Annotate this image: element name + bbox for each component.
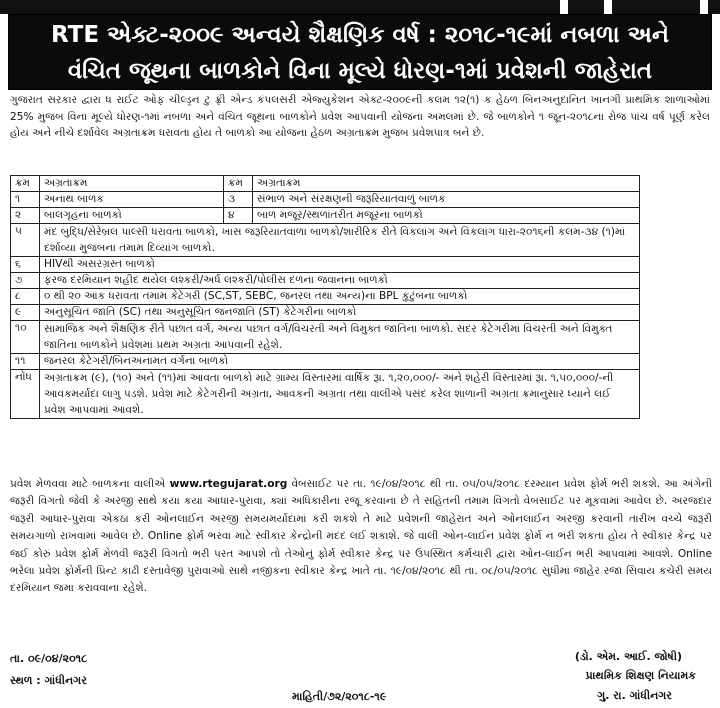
row-text: બાલગૃહના બાળકો bbox=[40, 208, 224, 224]
priority-table bbox=[10, 175, 640, 419]
row-text: અનુસૂચિત જાતિ (SC) તથા અનુસૂચિત જનજાતિ (ST) કેટેગરીના બાળકો bbox=[40, 305, 640, 321]
intro-paragraph: ગુજરાત સરકાર દ્વારા ધ રાઈટ ઓફ ચીલ્ડ્રન ટુ ફ્રી એન્ડ કંપલસરી એજ્યુકેશન એક્ટ-૨૦૦૯ની કલમ ૧૨(૧) ક હેઠળ બિનઅનુદાનિત ખાનગી પ્રાથમિક શાળાઓમાં 25% મુજબ વિના મૂલ્યે ધોરણ-૧માં નબળા અને વંચિત જૂથના બાળકોને પ્રવેશ આપવાની યોજના અમલમાં છે. જે બાળકોને ૧ જૂન-૨૦૧૮ના રોજ પાંચ વર્ષ પૂર્ણ કરેલ હોય અને નીચે દર્શાવેલ અગ્રતાક્રમ ધરાવતા હોય તે બાળકો આ યોજના હેઠળ અગ્રતાક્રમ મુજબ પ્રવેશપાત્ર બને છે. bbox=[10, 94, 710, 140]
header-label: અગ્રતાક્રમ bbox=[253, 176, 640, 192]
application-paragraph bbox=[10, 476, 712, 598]
headline-line-1: RTE એક્ટ-૨૦૦૯ અન્વયે શૈક્ષણિક વર્ષ : ૨૦૧૮-૧૯માં નબળા અને bbox=[50, 22, 670, 48]
website-link[interactable]: www.rtegujarat.org bbox=[169, 478, 288, 490]
headline-line-2: વંચિત જૂથના બાળકોને વિના મૂલ્યે ધોરણ-૧માં પ્રવેશની જાહેરાત bbox=[67, 58, 653, 84]
row-text: જનરલ કેટેગરી/બિનઅનામત વર્ગના બાળકો bbox=[40, 354, 640, 370]
row-num: ૯ bbox=[11, 305, 40, 321]
apply-text-rest: વેબસાઈટ પર તા. ૧૯/૦૪/૨૦૧૮ થી તા. ૦૫/૦૫/૨૦૧૮ દરમ્યાન પ્રવેશ ફોર્મ ભરી શકશે. આ અંગેની જરૂરી વિગતો જેવી કે અરજી સાથે કયા કયા આધાર-પુરાવા, ક્યાં અધિકારીના રજૂ કરવાના છે તે સહિતની તમામ વિગતો વેબસાઈટ પર મૂકવામાં આવેલ છે. અરજદાર જરૂરી આધાર-પુરાવા એકઠા કરી ઓનલાઈન અરજી સમયમર્યાદામાં કરી શકશે તે માટે પ્રવેશની જાહેરાત અને ઓનલાઈન અરજી કરવાની તારીખ વચ્ચે જરૂરી સમયગાળો રાખવામાં આવેલ છે. Online ફોર્મ ભરવા માટે સ્વીકાર કેન્દ્રોની મદદ લઈ શકાશે. જે વાલી ઓન-લાઈન પ્રવેશ ફોર્મ ન ભરી શકતા હોય તે સ્વીકાર કેન્દ્ર પર જઈ કોરું પ્રવેશ ફોર્મ મેળવી જરૂરી વિગતો ભરી પરત આપશે તો તેઓનું ફોર્મ સ્વીકાર કેન્દ્ર પર ઉપસ્થિત કર્મચારી દ્વારા ઓન-લાઈન ભરી આપવામાં આવશે. Online ભરેલા પ્રવેશ ફોર્મની પ્રિન્ટ કાઢી દસ્તાવેજી પુરાવાઓ સાથે નજીકના સ્વીકાર કેન્દ્ર ખાતે તા. ૧૯/૦૪/૨૦૧૮ થી તા. ૦૮/૦૫/૨૦૧૮ સુધીમાં જાહેર રજા સિવાય કચેરી સમય દરમિયાન જમા કરાવવાના રહેશે. bbox=[10, 478, 713, 595]
row-num: ૮ bbox=[11, 289, 40, 305]
header-num: ક્રમ bbox=[11, 176, 40, 192]
signatory-designation: પ્રાથમિક શિક્ષણ નિયામક bbox=[585, 669, 696, 682]
table-row bbox=[11, 321, 640, 354]
row-text: ફરજ દરમિયાન શહીદ થયેલ લશ્કરી/અર્ધ લશ્કરી/પોલીસ દળના જવાનના બાળકો bbox=[40, 273, 640, 289]
table-header-row bbox=[11, 176, 640, 192]
header-label: અગ્રતાક્રમ bbox=[40, 176, 224, 192]
table-row bbox=[11, 370, 640, 419]
signature-block bbox=[10, 652, 712, 708]
row-num: ૩ bbox=[224, 192, 253, 208]
table-row bbox=[11, 289, 640, 305]
apply-text-start: પ્રવેશ મેળવવા માટે બાળકના વાલીએ bbox=[10, 478, 170, 490]
row-num: ૨ bbox=[11, 208, 40, 224]
row-text: સામાજિક અને શૈક્ષણિક રીતે પછાત વર્ગ, અન્ય પછાત વર્ગ/વિચરતી અને વિમુક્ત જાતિના બાળકો. સદર કેટેગરીમાં વિચરતી અને વિમુક્ત જાતિના બાળકોને પ્રવેશમાં પ્રથમ અગ્રતા આપવાની રહેશે. bbox=[40, 321, 640, 354]
row-num: ૬ bbox=[11, 257, 40, 273]
row-num: ૪ bbox=[224, 208, 253, 224]
row-num: ૧૦ bbox=[11, 321, 40, 354]
row-num: ૧૧ bbox=[11, 354, 40, 370]
note-label: નોંધ bbox=[11, 370, 40, 419]
border-notch bbox=[560, 0, 568, 14]
table-row bbox=[11, 273, 640, 289]
table-row bbox=[11, 208, 640, 224]
border-notch bbox=[604, 0, 612, 14]
row-num: ૭ bbox=[11, 273, 40, 289]
table-row bbox=[11, 257, 640, 273]
table-row bbox=[11, 354, 640, 370]
table-row bbox=[11, 192, 640, 208]
signatory-name: (ડો. એમ. આઈ. જોષી) bbox=[574, 650, 682, 663]
row-text: મંદ બુદ્ધિ/સેરેબ્રલ પાલ્સી ધરાવતા બાળકો, ખાસ જરૂરિયાતવાળા બાળકો/શારીરિક રીતે વિકલાંગ અને વિકલાંગ ધારા-૨૦૧૬ની કલમ-૩૪ (૧)માં દર્શાવ્યા મુજબના તમામ દિવ્યાંગ બાળકો. bbox=[40, 224, 640, 257]
row-text: બાળ મજૂર/સ્થળાંતરીત મજૂરના બાળકો bbox=[253, 208, 640, 224]
border-notch bbox=[700, 0, 708, 14]
issue-place: સ્થળ : ગાંધીનગર bbox=[10, 674, 87, 687]
signatory-office: ગુ. રા. ગાંધીનગર bbox=[597, 689, 672, 702]
row-text: ૦ થી ૨૦ આંક ધરાવતા તમામ કેટેગરી (SC,ST, SEBC, જનરલ તથા અન્ય)ના BPL કુટુંબના બાળકો bbox=[40, 289, 640, 305]
note-text: અગ્રતાક્રમ (૯), (૧૦) અને (૧૧)માં આવતા બાળકો માટે ગ્રામ્ય વિસ્તારમાં વાર્ષિક રૂા. ૧,૨૦,૦૦૦/- અને શહેરી વિસ્તારમાં રૂા. ૧,૫૦,૦૦૦/-ની આવકમર્યાદા લાગુ પડશે. પ્રવેશ માટે કેટેગરીની અગ્રતા, આવકની અગ્રતા તથા વાલીએ પસંદ કરેલ શાળાની અગ્રતા ક્રમાનુસાર ધ્યાને લઈ પ્રવેશ આપવામાં આવશે. bbox=[40, 370, 640, 419]
row-num: ૫ bbox=[11, 224, 40, 257]
header-num: ક્રમ bbox=[224, 176, 253, 192]
table-row bbox=[11, 305, 640, 321]
row-text: અનાથ બાળક bbox=[40, 192, 224, 208]
headline-banner bbox=[8, 14, 712, 90]
row-text: HIVથી અસરગ્રસ્ત બાળકો bbox=[40, 257, 640, 273]
row-text: સંભાળ અને સંરક્ષણની જરૂરિયાતવાળું બાળક bbox=[253, 192, 640, 208]
issue-date: તા. ૦૯/૦૪/૨૦૧૮ bbox=[10, 652, 88, 665]
table-row bbox=[11, 224, 640, 257]
row-num: ૧ bbox=[11, 192, 40, 208]
reference-number: માહિતી/૭૨/૨૦૧૮-૧૯ bbox=[292, 690, 387, 703]
